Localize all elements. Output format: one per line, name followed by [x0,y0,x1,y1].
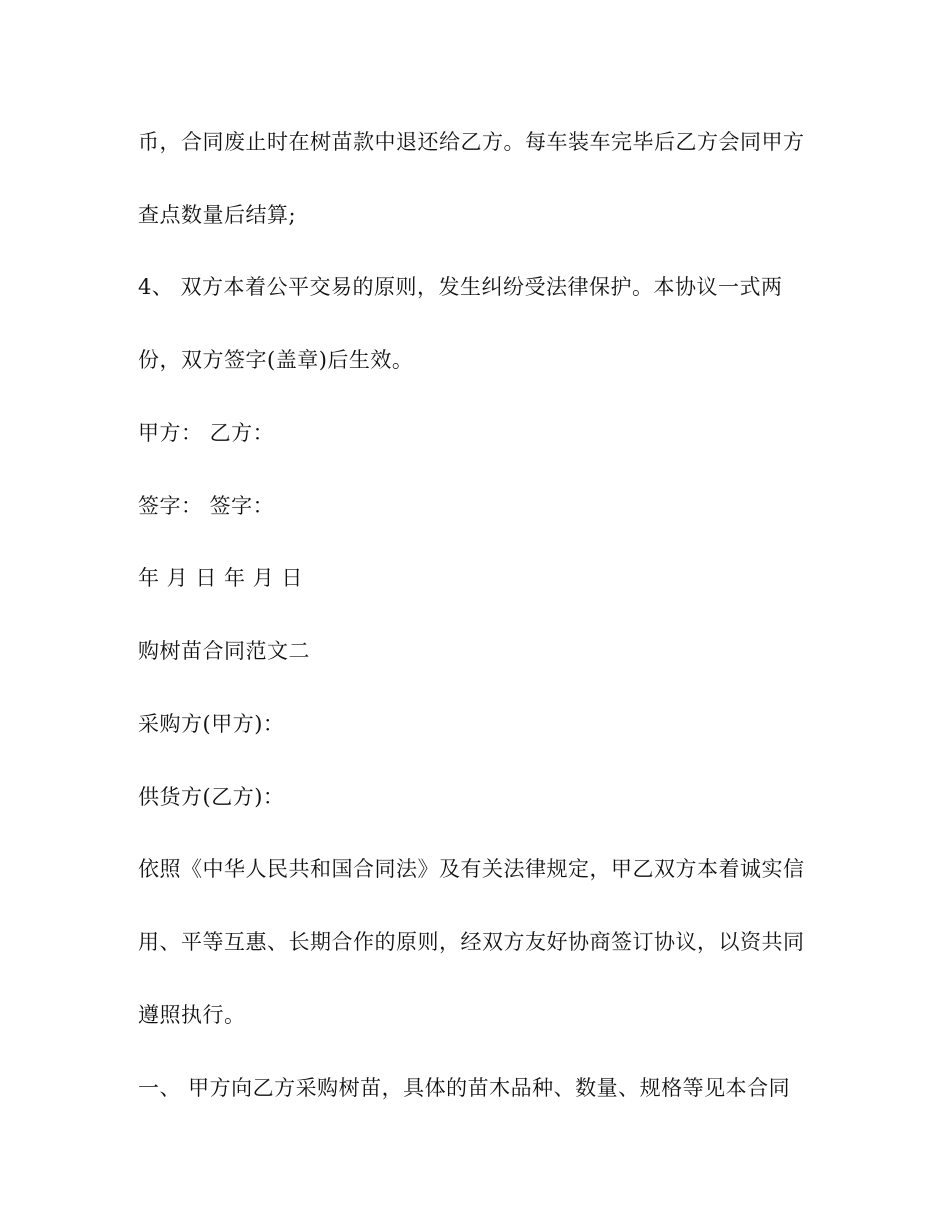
body-text-line: 份，双方签字(盖章)后生效。 [138,348,414,372]
signature-labels: 签字： 签字： [138,494,275,518]
supplier-label: 供货方(乙方)： [138,785,285,809]
section-title: 购树苗合同范文二 [138,639,310,663]
body-text-line: 遵照执行。 [138,1003,246,1027]
body-text-line: 依照《中华人民共和国合同法》及有关法律规定，甲乙双方本着诚实信 [138,857,805,881]
purchaser-label: 采购方(甲方)： [138,712,285,736]
body-text-line: 用、平等互惠、长期合作的原则，经双方友好协商签订协议，以资共同 [138,930,805,954]
party-labels: 甲方： 乙方： [138,421,275,445]
date-labels: 年 月 日 年 月 日 [138,566,303,590]
clause-4-text: 4、 双方本着公平交易的原则，发生纠纷受法律保护。本协议一式两 [138,275,783,299]
body-text-line: 币，合同废止时在树苗款中退还给乙方。每车装车完毕后乙方会同甲方 [138,130,805,154]
body-text-line: 查点数量后结算; [138,203,297,227]
clause-1-text: 一、 甲方向乙方采购树苗，具体的苗木品种、数量、规格等见本合同 [138,1076,791,1100]
